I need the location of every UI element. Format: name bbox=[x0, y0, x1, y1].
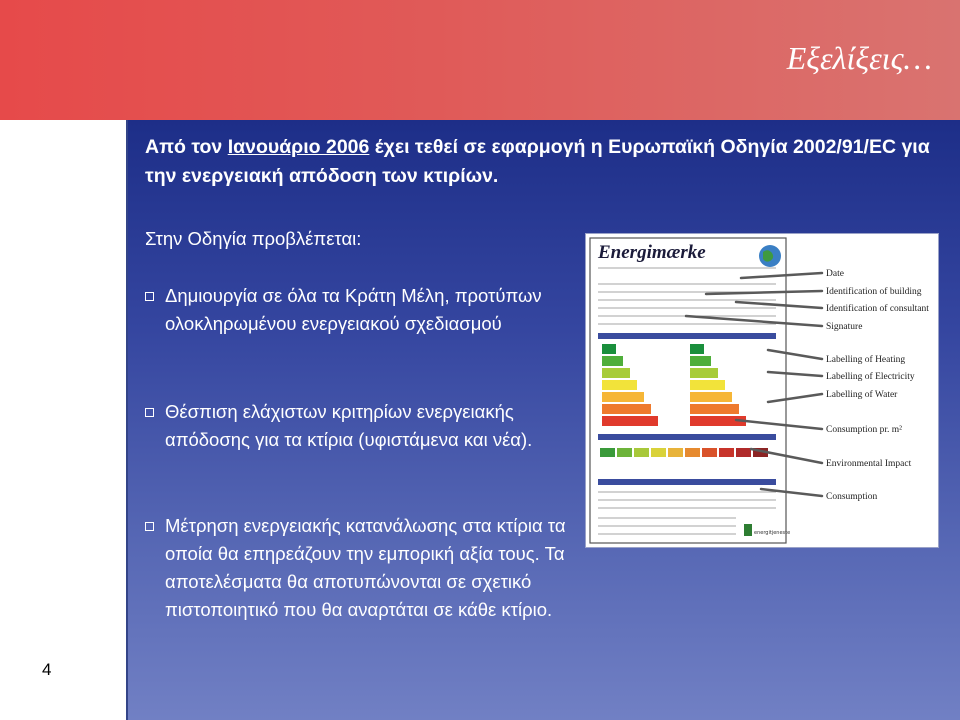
callout-consumption-m2: Consumption pr. m² bbox=[826, 425, 902, 435]
left-margin bbox=[0, 120, 126, 720]
callout-water: Labelling of Water bbox=[826, 390, 898, 400]
bullet-square-icon bbox=[145, 408, 154, 417]
callout-consultant-id: Identification of consultant bbox=[826, 304, 929, 314]
bullet-text: Θέσπιση ελάχιστων κριτηρίων ενεργειακής απόδοσης για τα κτίρια (υφιστάμενα και νέα). bbox=[165, 401, 533, 450]
section-header-bar bbox=[598, 434, 776, 440]
strip-cell bbox=[600, 448, 615, 457]
bullet-square-icon bbox=[145, 522, 154, 531]
intro-text-start: Από τον bbox=[145, 136, 228, 158]
slide-title: Εξελίξεις… bbox=[786, 40, 932, 76]
intro-date-link[interactable]: Ιανουάριο 2006 bbox=[227, 136, 370, 158]
callout-signature: Signature bbox=[826, 322, 863, 332]
energy-label-graphic bbox=[586, 234, 938, 547]
strip-cell bbox=[634, 448, 649, 457]
callout-environment: Environmental Impact bbox=[826, 459, 912, 469]
strip-cell bbox=[702, 448, 717, 457]
grade-bar bbox=[690, 404, 739, 414]
grade-bar bbox=[690, 356, 711, 366]
callout-labels bbox=[826, 269, 929, 502]
strip-cell bbox=[685, 448, 700, 457]
bullet-item-1 bbox=[145, 282, 575, 338]
grade-bar bbox=[602, 416, 658, 426]
section-header-bar bbox=[598, 333, 776, 339]
energy-label-figure bbox=[585, 233, 939, 548]
callout-building-id: Identification of building bbox=[826, 287, 922, 297]
grade-bar bbox=[690, 380, 725, 390]
intro-text-end: έχει τεθεί σε εφαρμογή η Ευρωπαϊκή Οδηγία 2002/91/EC για την ενεργειακή απόδοση των κτιρίων. bbox=[145, 136, 930, 187]
strip-cell bbox=[736, 448, 751, 457]
section-header-bar bbox=[598, 479, 776, 485]
grade-bar bbox=[602, 368, 630, 378]
callout-date: Date bbox=[826, 269, 844, 279]
page-number: 4 bbox=[42, 660, 52, 679]
callout-electricity: Labelling of Electricity bbox=[826, 372, 915, 382]
strip-cell bbox=[617, 448, 632, 457]
bullet-text: Μέτρηση ενεργειακής κατανάλωσης στα κτίρια τα οποία θα επηρεάζουν την εμπορική αξία τους. Τα αποτελέσματα θα αποτυπώνονται σε σχετικό πιστοποιητικό που θα αναρτάται σε κάθε κτίριο. bbox=[165, 515, 566, 620]
bullet-text: Δημιουργία σε όλα τα Κράτη Μέλη, προτύπων ολοκληρωμένου ενεργειακού σχεδιασμού bbox=[165, 285, 542, 334]
callout-heating: Labelling of Heating bbox=[826, 355, 906, 365]
label-heading: Energimærke bbox=[598, 242, 706, 263]
grade-bar bbox=[602, 404, 651, 414]
bullet-square-icon bbox=[145, 292, 154, 301]
strip-cell bbox=[719, 448, 734, 457]
bullet-item-2 bbox=[145, 398, 575, 454]
grade-bar bbox=[690, 392, 732, 402]
strip-cell bbox=[668, 448, 683, 457]
intro-paragraph bbox=[145, 133, 945, 191]
footer-logo: energitjeneste bbox=[754, 530, 791, 536]
grade-bar bbox=[602, 356, 623, 366]
grade-bar bbox=[602, 380, 637, 390]
grade-bar bbox=[602, 344, 616, 354]
strip-cell bbox=[651, 448, 666, 457]
logo-mark-icon bbox=[744, 524, 752, 536]
grade-bar bbox=[602, 392, 644, 402]
callout-consumption: Consumption bbox=[826, 492, 878, 502]
bullet-item-3 bbox=[145, 512, 575, 624]
grade-bar bbox=[690, 344, 704, 354]
directive-lead: Στην Οδηγία προβλέπεται: bbox=[145, 228, 362, 249]
grade-bar bbox=[690, 368, 718, 378]
title-bar bbox=[0, 0, 960, 121]
